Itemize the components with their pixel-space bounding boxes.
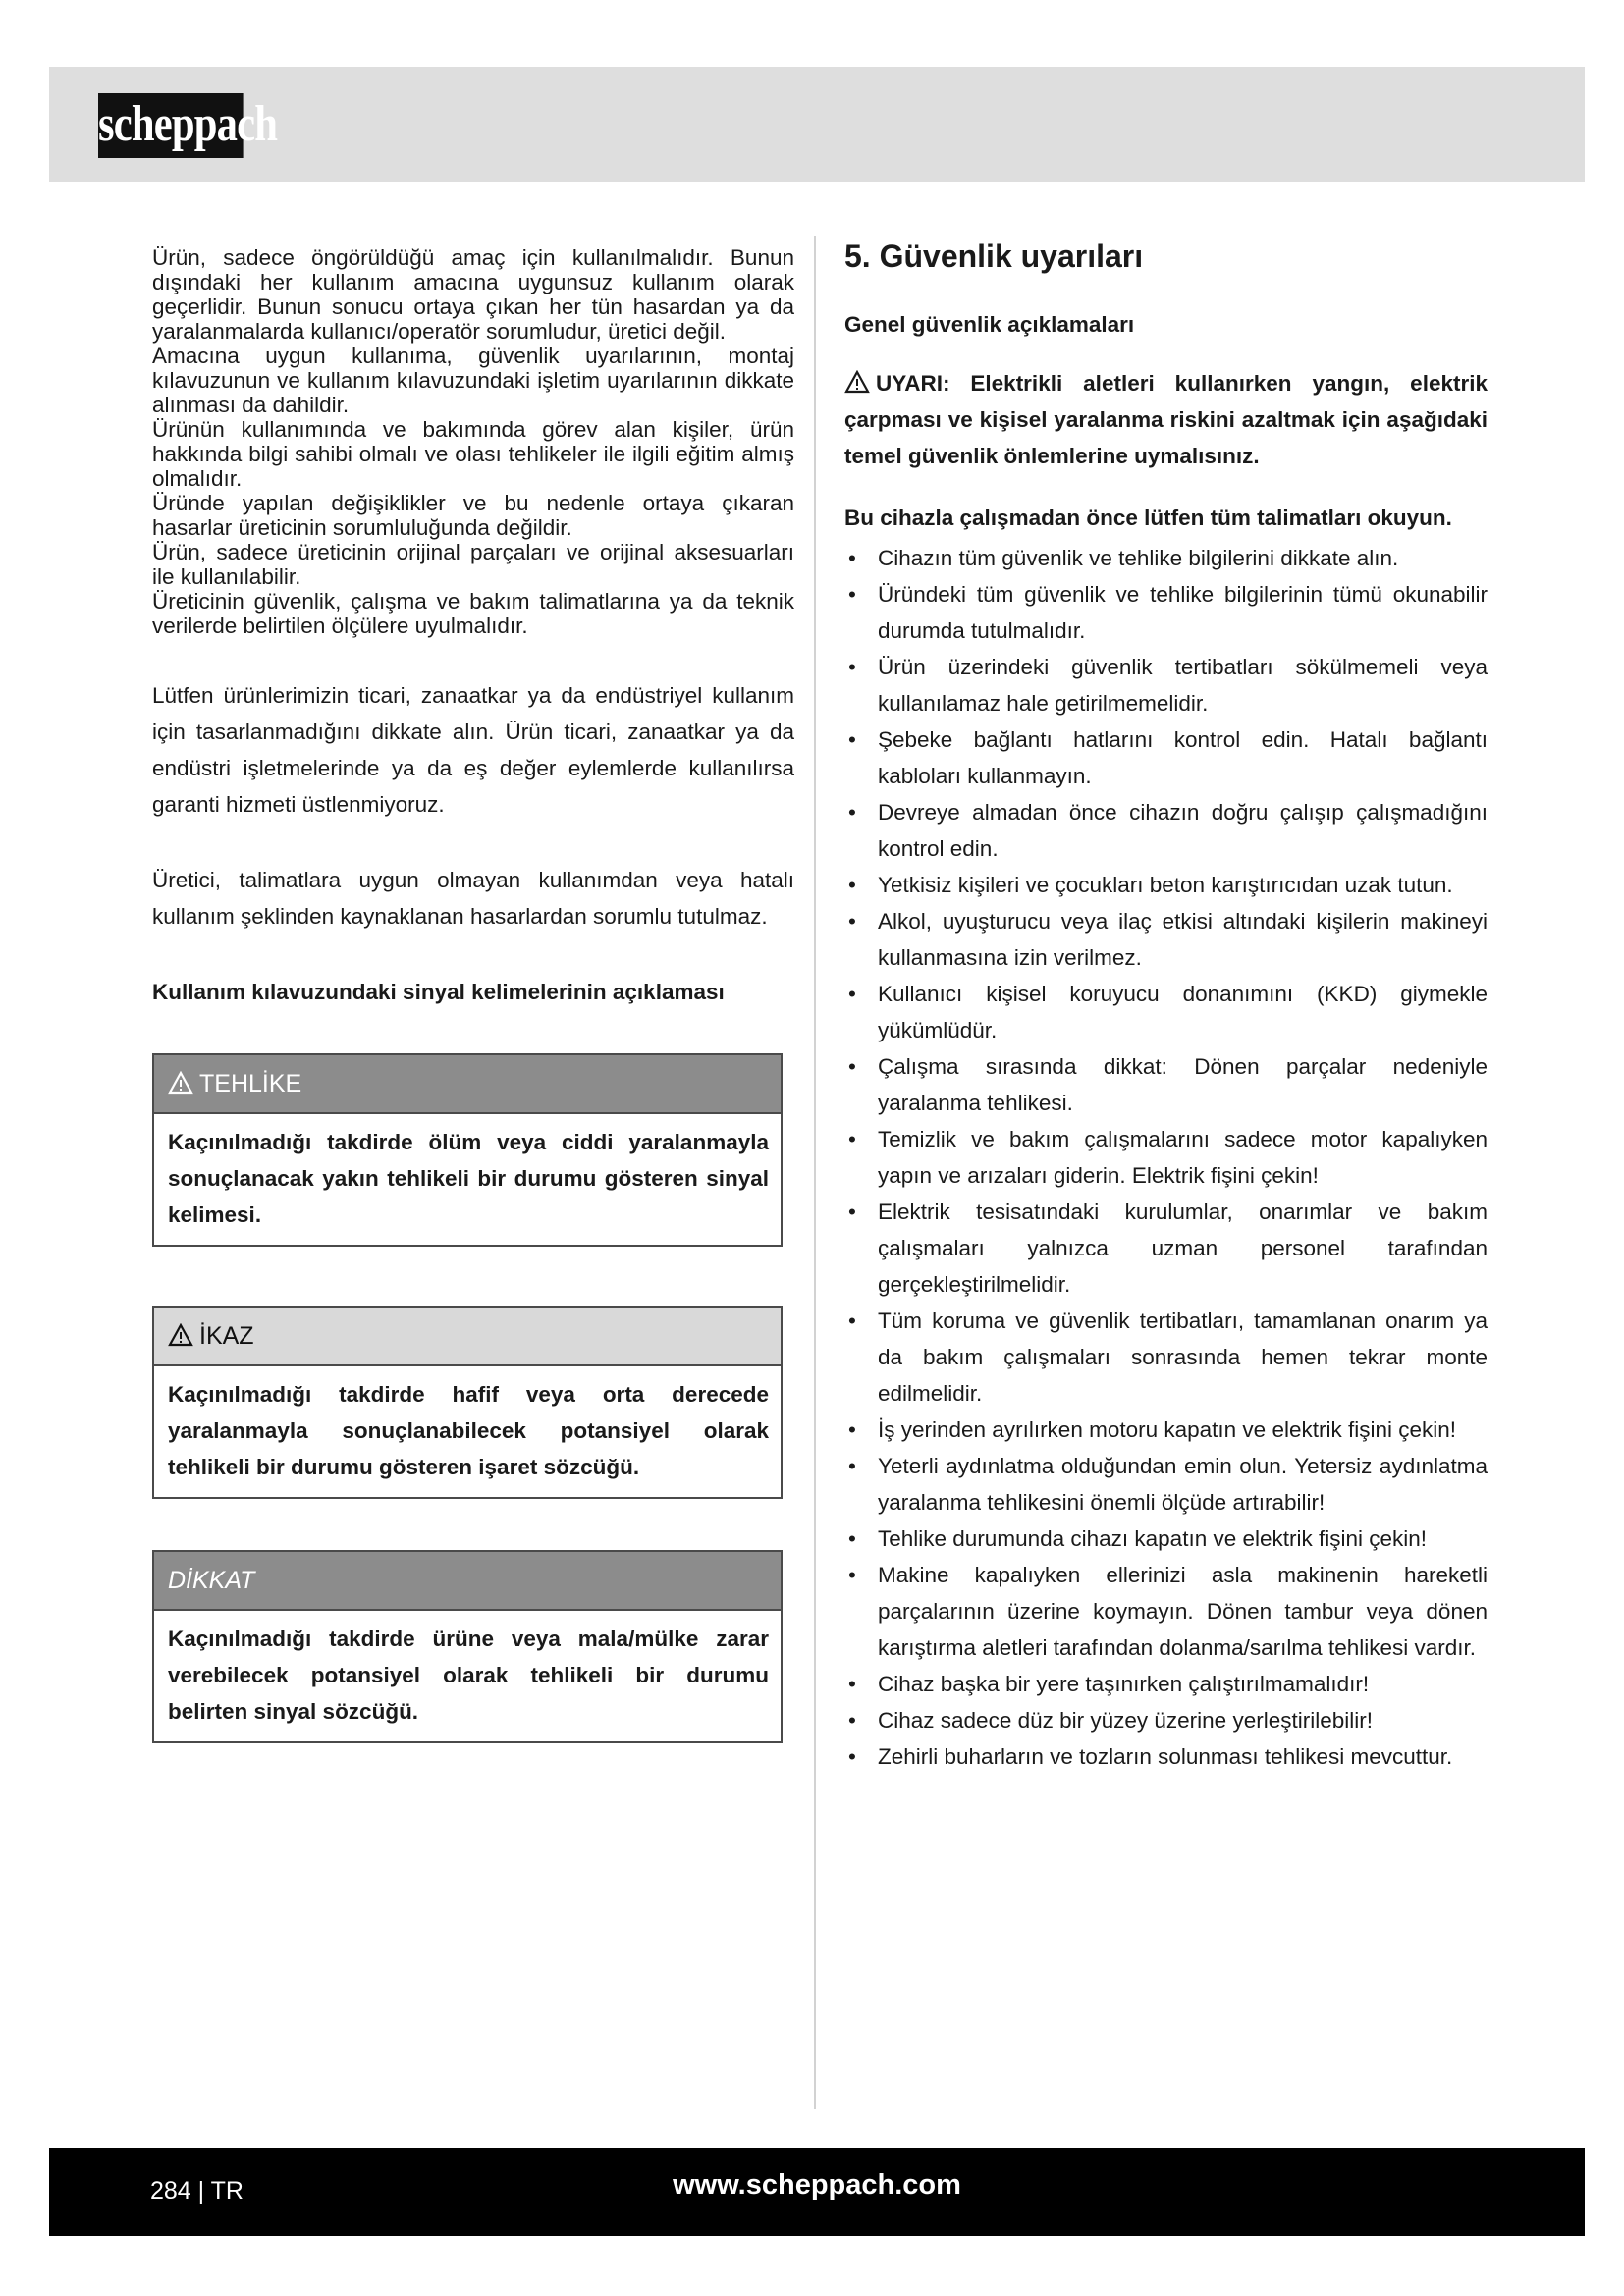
list-item: • Alkol, uyuşturucu veya ilaç etkisi altındaki kişilerin makineyi kullanmasına izin verilmez. bbox=[844, 903, 1488, 976]
intended-use-paragraph: Ürünün kullanımında ve bakımında görev alan kişiler, ürün hakkında bilgi sahibi olmalı ve olası tehlikeler ile ilgili eğitim almış olmalıdır. bbox=[152, 417, 794, 491]
list-item: • Tehlike durumunda cihazı kapatın ve elektrik fişini çekin! bbox=[844, 1521, 1488, 1557]
column-divider bbox=[814, 236, 816, 2109]
list-item: • Yeterli aydınlatma olduğundan emin olun. Yetersiz aydınlatma yaralanma tehlikesini önemli ölçüde artırabilir! bbox=[844, 1448, 1488, 1521]
list-item: • Yetkisiz kişileri ve çocukları beton karıştırıcıdan uzak tutun. bbox=[844, 867, 1488, 903]
list-item: • Temizlik ve bakım çalışmalarını sadece motor kapalıyken yapın ve arızaları giderin. Elektrik fişini çekin! bbox=[844, 1121, 1488, 1194]
caution-box-text: Kaçınılmadığı takdirde ürüne veya mala/mülke zarar verebilecek potansiyel olarak tehlikeli bir durumu belirten sinyal sözcüğü. bbox=[168, 1627, 769, 1724]
danger-box-text: Kaçınılmadığı takdirde ölüm veya ciddi yaralanmayla sonuçlanacak yakın tehlikeli bir durumu gösteren sinyal kelimesi. bbox=[168, 1130, 769, 1227]
warning-triangle-icon bbox=[844, 370, 870, 394]
warning-box-title: İKAZ bbox=[199, 1322, 254, 1350]
caution-box-title: DİKKAT bbox=[168, 1567, 255, 1594]
caution-box bbox=[152, 1550, 783, 1743]
warning-paragraph bbox=[844, 365, 1488, 474]
list-item: • Devreye almadan önce cihazın doğru çalışıp çalışmadığını kontrol edin. bbox=[844, 794, 1488, 867]
warning-box bbox=[152, 1306, 783, 1499]
page-number: 284 | TR bbox=[150, 2177, 244, 2205]
intended-use-paragraph: Amacına uygun kullanıma, güvenlik uyarılarının, montaj kılavuzunun ve kullanım kılavuzundaki işletim uyarılarının dikkate alınması da dahildir. bbox=[152, 344, 794, 417]
list-item: • Cihaz sadece düz bir yüzey üzerine yerleştirilebilir! bbox=[844, 1702, 1488, 1738]
list-item: • Makine kapalıyken ellerinizi asla makinenin hareketli parçalarının üzerine koymayın. Dönen tambur veya dönen karıştırma aletleri tarafından dolanma/sarılma tehlikesi vardır. bbox=[844, 1557, 1488, 1666]
scheppach-logo: scheppach bbox=[98, 93, 244, 158]
list-item: • Cihaz başka bir yere taşınırken çalıştırılmamalıdır! bbox=[844, 1666, 1488, 1702]
safety-list bbox=[844, 540, 1488, 1775]
intended-use-paragraph: Ürün, sadece öngörüldüğü amaç için kullanılmalıdır. Bunun dışındaki her kullanım amacına uygunsuz kullanım olarak geçerlidir. Bunun sonucu ortaya çıkan her tün hasardan ya da yaralanmalarda kullanıcı/operatör sorumludur, üretici değil. bbox=[152, 245, 794, 344]
warning-box-header bbox=[154, 1308, 781, 1366]
list-item: • Ürün üzerindeki güvenlik tertibatları sökülmemeli veya kullanılamaz hale getirilmemelidir. bbox=[844, 649, 1488, 721]
commercial-use-paragraph: Lütfen ürünlerimizin ticari, zanaatkar ya da endüstriyel kullanım için tasarlanmadığını dikkate alın. Ürün ticari, zanaatkar ya da endüstri işletmelerinde ya da eş değer eylemlerde kullanılırsa garanti hizmeti üstlenmiyoruz. bbox=[152, 683, 794, 817]
list-item: • Zehirli buharların ve tozların solunması tehlikesi mevcuttur. bbox=[844, 1738, 1488, 1775]
read-instructions-note: Bu cihazla çalışmadan önce lütfen tüm talimatları okuyun. bbox=[844, 506, 1452, 530]
page-header bbox=[49, 67, 1585, 182]
right-column bbox=[844, 236, 1488, 1775]
danger-box-header bbox=[154, 1055, 781, 1114]
list-item: • Tüm koruma ve güvenlik tertibatları, tamamlanan onarım ya da bakım çalışmaları sonrasında hemen tekrar monte edilmelidir. bbox=[844, 1303, 1488, 1412]
warning-triangle-icon bbox=[168, 1323, 193, 1347]
list-item: • Elektrik tesisatındaki kurulumlar, onarımlar ve bakım çalışmaları yalnızca uzman personel tarafından gerçekleştirilmelidir. bbox=[844, 1194, 1488, 1303]
page-footer bbox=[49, 2148, 1585, 2236]
list-item: • Cihazın tüm güvenlik ve tehlike bilgilerini dikkate alın. bbox=[844, 540, 1488, 576]
signal-words-heading: Kullanım kılavuzundaki sinyal kelimelerinin açıklaması bbox=[152, 980, 725, 1004]
liability-paragraph: Üretici, talimatlara uygun olmayan kullanımdan veya hatalı kullanım şeklinden kaynaklanan hasarlardan sorumlu tutulmaz. bbox=[152, 868, 794, 929]
list-item: • Kullanıcı kişisel koruyucu donanımını (KKD) giymekle yükümlüdür. bbox=[844, 976, 1488, 1048]
caution-box-header bbox=[154, 1552, 781, 1611]
warning-triangle-icon bbox=[168, 1071, 193, 1095]
intended-use-paragraph: Üründe yapılan değişiklikler ve bu nedenle ortaya çıkaran hasarlar üreticinin sorumluluğunda değildir. bbox=[152, 491, 794, 540]
warning-text: UYARI: Elektrikli aletleri kullanırken yangın, elektrik çarpması ve kişisel yaralanma riskini azaltmak için aşağıdaki temel güvenlik önlemlerine uymalısınız. bbox=[844, 371, 1488, 468]
warning-box-text: Kaçınılmadığı takdirde hafif veya orta derecede yaralanmayla sonuçlanabilecek potansiyel olarak tehlikeli bir durumu gösteren işaret sözcüğü. bbox=[168, 1382, 769, 1479]
section-title: 5. Güvenlik uyarıları bbox=[844, 239, 1144, 274]
general-safety-subheading: Genel güvenlik açıklamaları bbox=[844, 312, 1135, 337]
danger-box bbox=[152, 1053, 783, 1247]
list-item: • İş yerinden ayrılırken motoru kapatın ve elektrik fişini çekin! bbox=[844, 1412, 1488, 1448]
list-item: • Üründeki tüm güvenlik ve tehlike bilgilerinin tümü okunabilir durumda tutulmalıdır. bbox=[844, 576, 1488, 649]
list-item: • Şebeke bağlantı hatlarını kontrol edin. Hatalı bağlantı kabloları kullanmayın. bbox=[844, 721, 1488, 794]
intended-use-paragraph: Ürün, sadece üreticinin orijinal parçaları ve orijinal aksesuarları ile kullanılabilir. bbox=[152, 540, 794, 589]
danger-box-title: TEHLİKE bbox=[199, 1070, 302, 1097]
website-link[interactable]: www.scheppach.com bbox=[673, 2169, 961, 2201]
left-column bbox=[152, 245, 794, 1743]
list-item: • Çalışma sırasında dikkat: Dönen parçalar nedeniyle yaralanma tehlikesi. bbox=[844, 1048, 1488, 1121]
intended-use-paragraph: Üreticinin güvenlik, çalışma ve bakım talimatlarına ya da teknik verilerde belirtilen ölçülere uyulmalıdır. bbox=[152, 589, 794, 638]
